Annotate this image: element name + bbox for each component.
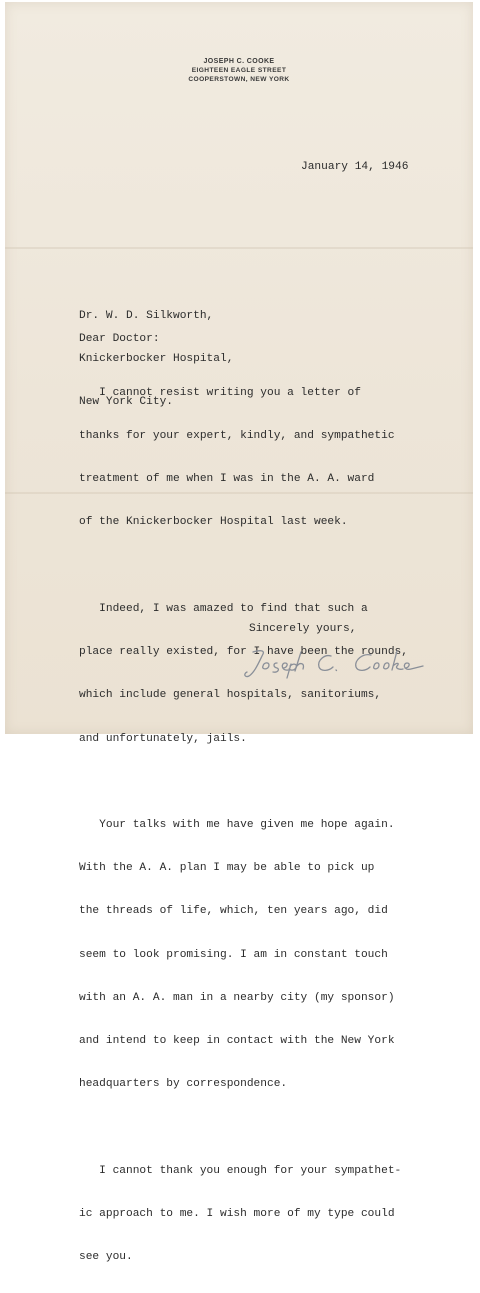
body-line: ic approach to me. I wish more of my type could xyxy=(79,1207,395,1220)
body-line: of the Knickerbocker Hospital last week. xyxy=(79,516,348,529)
letter-body xyxy=(79,357,408,1293)
salutation: Dear Doctor: xyxy=(79,333,160,345)
recipient-line: New York City. xyxy=(79,396,173,409)
body-line: treatment of me when I was in the A. A. ward xyxy=(79,473,375,486)
body-line: Indeed, I was amazed to find that such a xyxy=(79,602,368,615)
body-line: place really existed, for I have been the rounds, xyxy=(79,646,408,659)
body-line: the threads of life, which, ten years ago, did xyxy=(79,905,388,918)
body-line: and unfortunately, jails. xyxy=(79,732,247,745)
body-line xyxy=(79,559,408,573)
body-line: with an A. A. man in a nearby city (my sponsor) xyxy=(79,991,395,1004)
letterhead-city: COOPERSTOWN, NEW YORK xyxy=(188,76,290,83)
body-line: Your talks with me have given me hope again. xyxy=(79,819,395,831)
letter-date: January 14, 1946 xyxy=(301,161,409,173)
body-line: headquarters by correspondence. xyxy=(79,1078,288,1091)
letter-page xyxy=(5,2,473,1264)
body-line: seem to look promising. I am in constant touch xyxy=(79,948,388,961)
closing: Sincerely yours, xyxy=(249,623,357,635)
body-line: see you. xyxy=(79,1251,133,1264)
letterhead-name: JOSEPH C. COOKE xyxy=(203,58,275,65)
body-line: I cannot thank you enough for your sympathet- xyxy=(79,1164,402,1177)
body-line: I cannot resist writing you a letter of xyxy=(79,386,361,399)
paper-fold xyxy=(5,247,473,249)
body-line: thanks for your expert, kindly, and sympathetic xyxy=(79,430,395,443)
body-line: With the A. A. plan I may be able to pick up xyxy=(79,862,375,875)
body-line xyxy=(79,1121,408,1135)
recipient-line: Knickerbocker Hospital, xyxy=(79,353,234,366)
letterhead xyxy=(5,57,473,84)
body-line: which include general hospitals, sanitoriums, xyxy=(79,689,382,702)
signature-drawing xyxy=(239,642,429,682)
handwritten-signature xyxy=(239,642,429,682)
body-line: and intend to keep in contact with the New York xyxy=(79,1035,395,1048)
letterhead-street: EIGHTEEN EAGLE STREET xyxy=(191,67,287,74)
recipient-line: Dr. W. D. Silkworth, xyxy=(79,309,214,322)
body-line xyxy=(79,775,408,789)
